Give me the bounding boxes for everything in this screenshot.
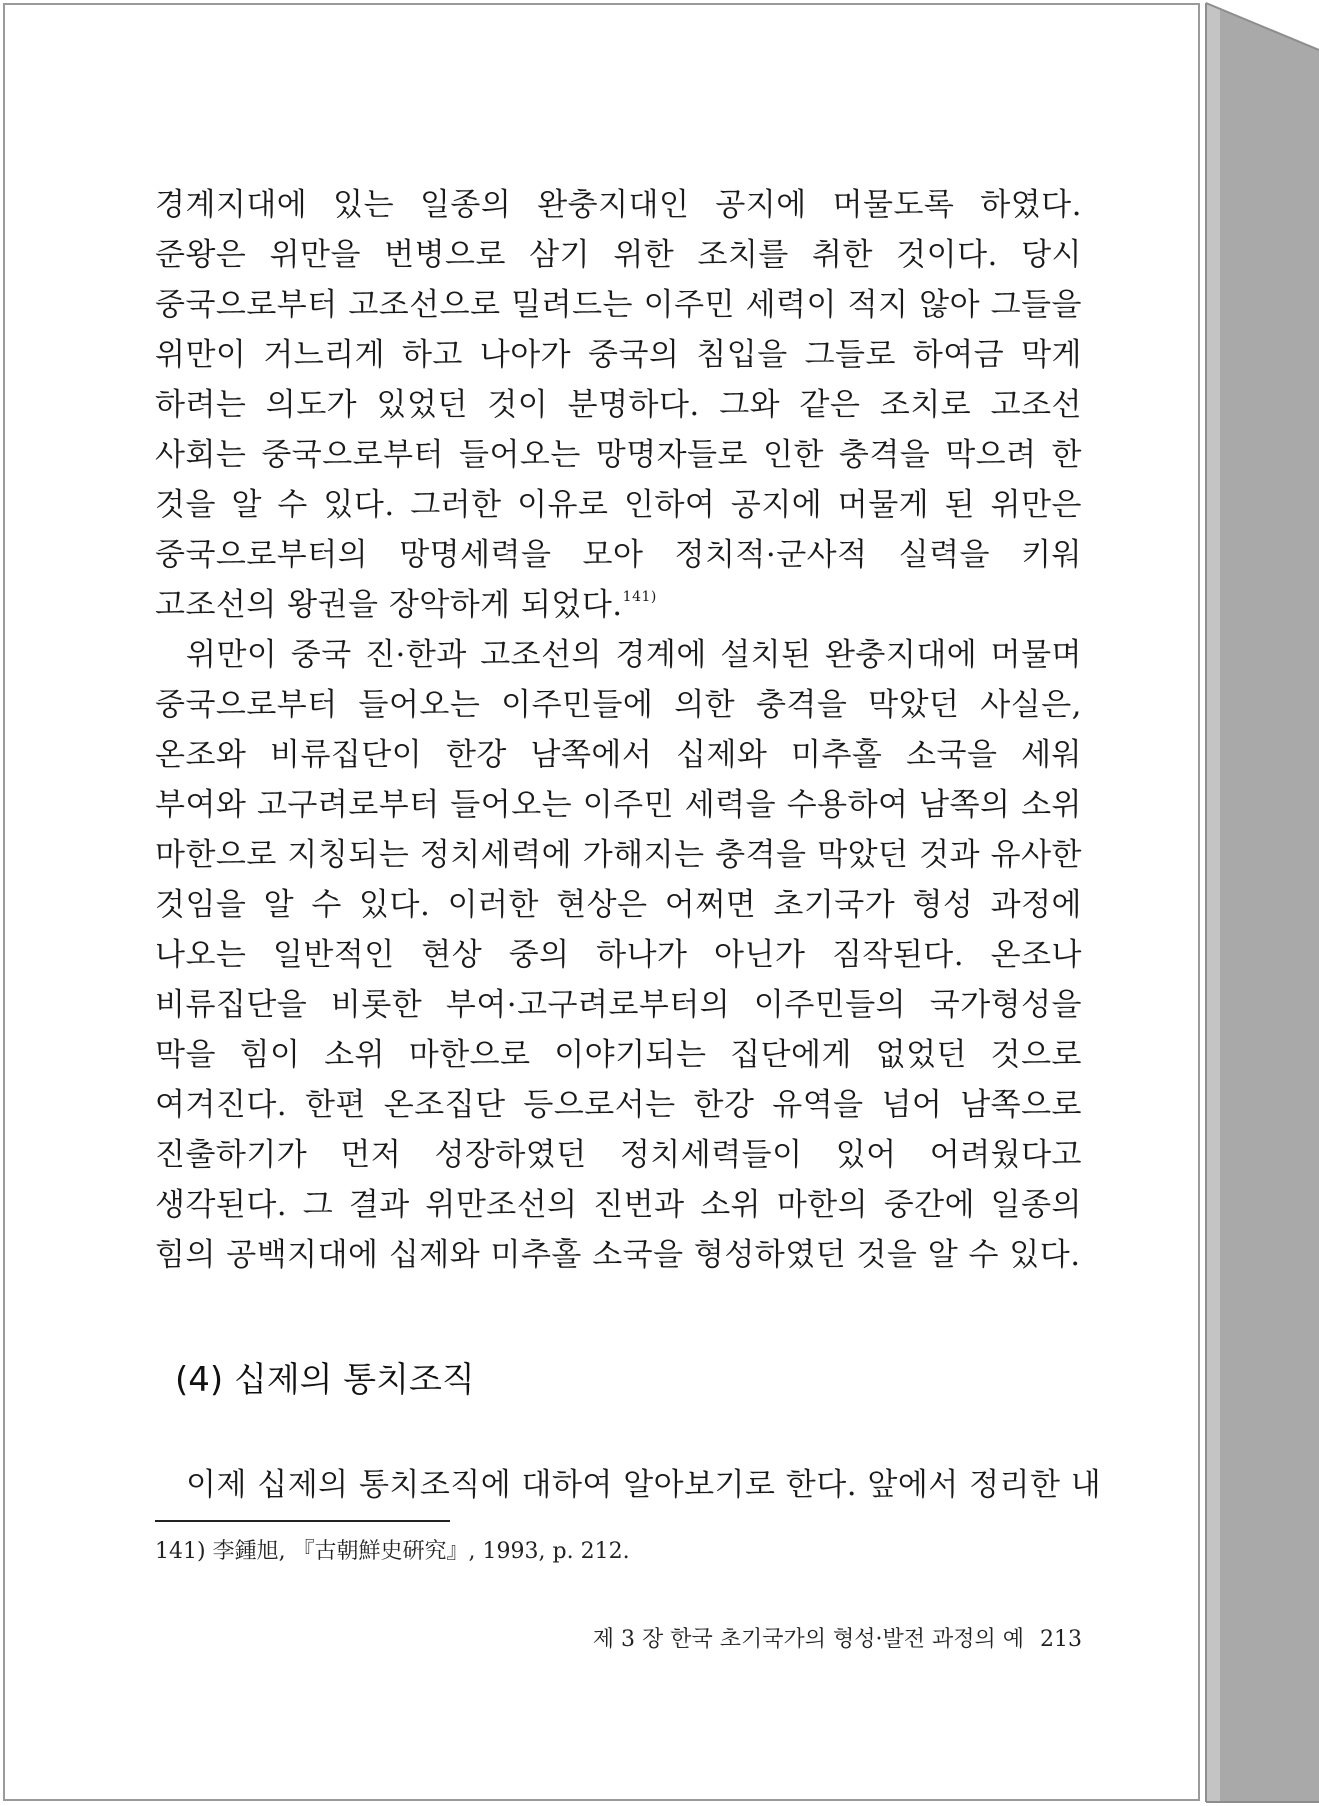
- paragraph-1: [155, 180, 1082, 630]
- body-text: [155, 180, 1082, 1280]
- book-spine-graphic: [1200, 0, 1319, 1806]
- page-number: 213: [1040, 1627, 1082, 1652]
- footnote-divider: [155, 1520, 450, 1522]
- book-page: [30, 20, 1190, 1780]
- running-footer: [155, 1625, 1082, 1655]
- chapter-title: 제 3 장 한국 초기국가의 형성·발전 과정의 예: [592, 1627, 1024, 1652]
- paragraph-1-text: 경계지대에 있는 일종의 완충지대인 공지에 머물도록 하였다. 준왕은 위만을 번병으로 삼기 위한 조치를 취한 것이다. 당시 중국으로부터 고조선으로 밀려드는 이주민 세력이 적지 않아 그들을 위만이 거느리게 하고 나아가 중국의 침입을 그들로 하여금 막게 하려는 의도가 있었던 것이 분명하다. 그와 같은 조치로 고조선 사회는 중국으로부터 들어오는 망명자들로 인한 충격을 막으려 한 것을 알 수 있다. 그러한 이유로 인하여 공지에 머물게 된 위만은 중국으로부터의 망명세력을 모아 정치적·군사적 실력을 키워 고조선의 왕권을 장악하게 되었다.: [155, 187, 1082, 623]
- paragraph-3: 이제 십제의 통치조직에 대하여 알아보기로 한다. 앞에서 정리한 내: [186, 1467, 1102, 1503]
- footnote-141: 141) 李鍾旭, 『古朝鮮史硏究』, 1993, p. 212.: [155, 1539, 630, 1564]
- paragraph-2: 위만이 중국 진·한과 고조선의 경계에 설치된 완충지대에 머물며 중국으로부터 들어오는 이주민들에 의한 충격을 막았던 사실은, 온조와 비류집단이 한강 남쪽에서 십제와 미추홀 소국을 세워 부여와 고구려로부터 들어오는 이주민 세력을 수용하여 남쪽의 소위 마한으로 지칭되는 정치세력에 가해지는 충격을 막았던 것과 유사한 것임을 알 수 있다. 이러한 현상은 어쩌면 초기국가 형성 과정에 나오는 일반적인 현상 중의 하나가 아닌가 짐작된다. 온조나 비류집단을 비롯한 부여·고구려로부터의 이주민들의 국가형성을 막을 힘이 소위 마한으로 이야기되는 집단에게 없었던 것으로 여겨진다. 한편 온조집단 등으로서는 한강 유역을 넘어 남쪽으로 진출하기가 먼저 성장하였던 정치세력들이 있어 어려웠다고 생각된다. 그 결과 위만조선의 진번과 소위 마한의 중간에 일종의 힘의 공백지대에 십제와 미추홀 소국을 형성하였던 것을 알 수 있다.: [155, 637, 1082, 1273]
- section-heading: (4) 십제의 통치조직: [175, 1360, 475, 1400]
- book-spine-shadow: [1200, 0, 1319, 1806]
- footnote-ref-141: 141): [622, 589, 657, 605]
